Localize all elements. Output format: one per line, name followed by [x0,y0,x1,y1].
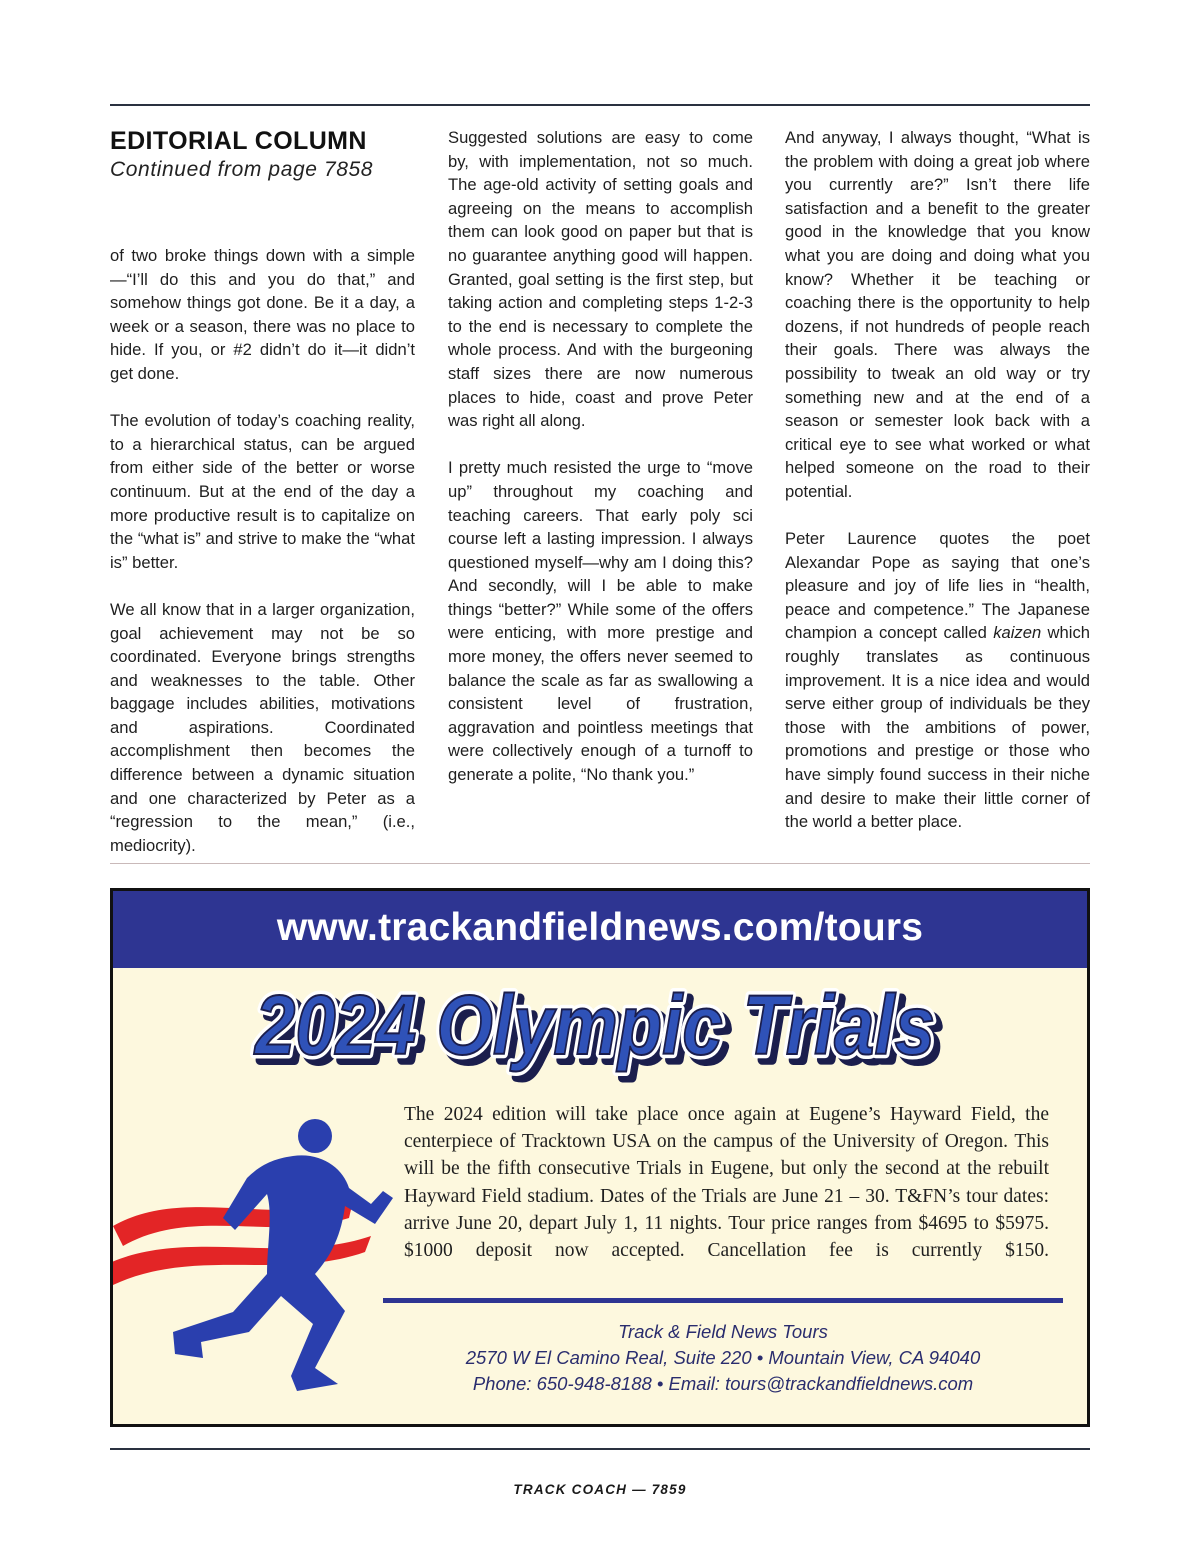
ad-contact-block [363,1319,1083,1397]
company-phone-email[interactable]: Phone: 650-948-8188 • Email: tours@trackandfieldnews.com [472,1373,974,1394]
top-rule [110,104,1090,106]
paragraph: And anyway, I always thought, “What is the problem with doing a great job where you currently are?” Isn’t there life satisfaction and a benefit to the greater good in the knowledge that you know what you are doing and doing what you know? Whether it be teaching or coaching there is the opportunity to help dozens, if not hundreds of people reach their goals. There was always the possibility to tweak an old way or try something new and at the end of a season or semester look back with a critical eye to see what worked or what helped someone on the road to their potential. [785,128,1090,501]
company-name: Track & Field News Tours [618,1321,828,1342]
ad-description: The 2024 edition will take place once again at Eugene’s Hayward Field, the centerpiece of Tracktown USA on the campus of the University of Oregon. This will be the fifth consecutive Trials in Eugene, but only the second at the rebuilt Hayward Field stadium. Dates of the Trials are June 21 – 30. T&FN’s tour dates: arrive June 20, depart July 1, 11 nights. Tour price ranges from $4695 to $5975. $1000 deposit now accepted. Cancellation fee is currently $150. [404,1104,1049,1262]
article-column-2 [448,126,753,787]
section-divider [110,863,1090,864]
page-footer: TRACK COACH — 7859 [513,1482,687,1497]
ad-title-graphic [243,986,963,1086]
column-heading: EDITORIAL COLUMN [110,127,367,155]
paragraph [785,527,1090,834]
ad-divider [383,1298,1063,1303]
paragraph-text: Peter Laurence quotes the poet Alexandar Pope as saying that one’s pleasure and joy of life lies in “health, peace and competence.” The Japanese champion a concept called [785,529,1090,643]
ad-title-outline: 2024 Olympic Trials [253,986,936,1072]
article-column-1 [110,126,415,857]
tours-advertisement [110,888,1090,1427]
paragraph: I pretty much resisted the urge to “move up” throughout my coaching and teaching careers. That early poly sci course left a lasting impression. I always questioned myself—why am I doing this? And secondly, will I be able to make things “better?” While some of the offers were enticing, with more prestige and more money, the offers never seemed to balance the scale as far as swallowing a consistent level of frustration, aggravation and pointless meetings that were collectively enough of a turnoff to generate a polite, “No thank you.” [448,458,753,785]
paragraph: of two broke things down with a simple—“I’ll do this and you do that,” and somehow things got done. Be it a day, a week or a season, there was no place to hide. If you, or #2 didn’t do it—it didn’t get done. [110,246,415,383]
ad-title-shadow: 2024 Olympic Trials [259,986,942,1078]
column-subheading: Continued from page 7858 [110,158,374,181]
article-column-3 [785,126,1090,834]
paragraph: We all know that in a larger organization, goal achievement may not be so coordinated. Everyone brings strengths and weaknesses to the table. Other baggage includes abilities, motivations and aspirations. Coordinated accomplishment then becomes the difference between a dynamic situation and one characterized by Peter as a “regression to the mean,” (i.e., mediocrity). [110,599,415,855]
ad-title: 2024 Olympic Trials [253,986,936,1072]
kaizen-term: kaizen [993,623,1042,643]
ad-url-banner[interactable]: www.trackandfieldnews.com/tours [113,891,1087,968]
bottom-rule [110,1448,1090,1450]
paragraph: The evolution of today’s coaching reality, to a hierarchical status, can be argued from either side of the better or worse continuum. But at the end of the day a more productive result is to capitalize on the “what is” and strive to make the “what is” better. [110,411,415,572]
company-address: 2570 W El Camino Real, Suite 220 • Mountain View, CA 94040 [465,1347,981,1368]
paragraph-text: which roughly translates as continuous improvement. It is a nice idea and would serve either group of individuals be they those with the ambitions of power, promotions and prestige or those who have simply found success in their niche and desire to make their little corner of the world a better place. [785,623,1090,832]
paragraph: Suggested solutions are easy to come by, with implementation, not so much. The age-old activity of setting goals and agreeing on the means to accomplish them can look good on paper but that is no guarantee anything good will happen. Granted, goal setting is the first step, but taking action and completing steps 1-2-3 to the end is necessary to complete the whole process. And with the burgeoning staff sizes there are now numerous places to hide, coast and prove Peter was right all along. [448,128,753,431]
